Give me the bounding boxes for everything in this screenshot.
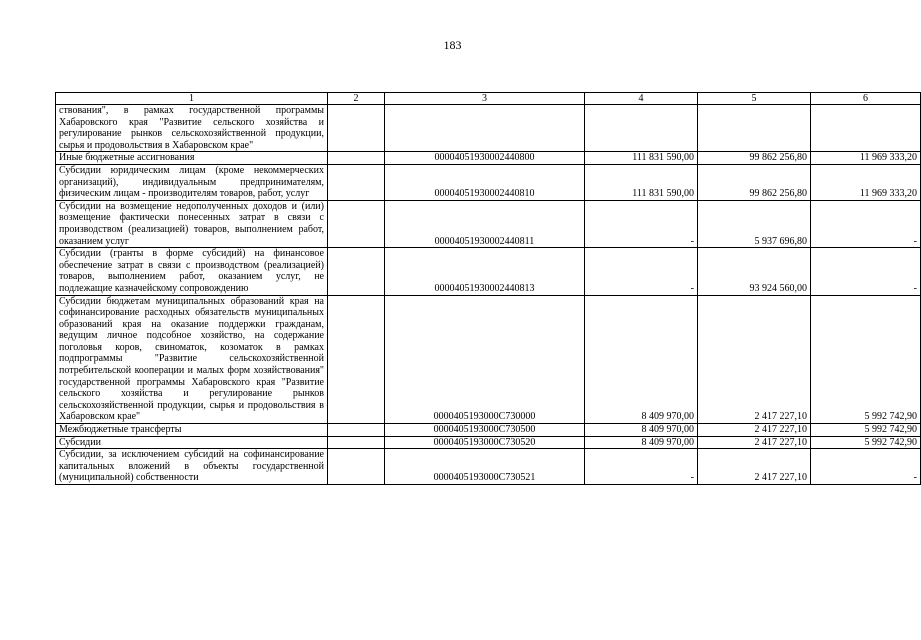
row-col2 <box>328 105 385 152</box>
row-value-5: 99 862 256,80 <box>698 152 811 165</box>
row-value-5: 99 862 256,80 <box>698 164 811 200</box>
column-header-5: 5 <box>698 93 811 105</box>
row-code: 0000405193000С730521 <box>385 449 585 485</box>
table-row <box>56 200 921 247</box>
row-col2 <box>328 295 385 424</box>
row-value-6: 5 992 742,90 <box>811 295 921 424</box>
column-header-3: 3 <box>385 93 585 105</box>
header-row <box>56 93 921 105</box>
row-value-6 <box>811 105 921 152</box>
table-row <box>56 424 921 437</box>
row-value-5: 93 924 560,00 <box>698 248 811 295</box>
row-description: Субсидии бюджетам муниципальных образований края на софинансирование расходных обязательств муниципальных образований края на оказание поддержки гражданам, ведущим личное подсобное хозяйство, на содержание поголовья коров, свиноматок, козоматок в рамках подпрограммы "Развитие сельскохозяйственной потребительской кооперации и малых форм хозяйствования" государственной программы Хабаровского края "Развитие сельского хозяйства и регулирование рынков сельскохозяйственной продукции, сырья и продовольствия в Хабаровском крае" <box>56 295 328 424</box>
column-header-4: 4 <box>585 93 698 105</box>
row-value-6: - <box>811 248 921 295</box>
row-description: Субсидии <box>56 436 328 449</box>
row-code: 00004051930002440800 <box>385 152 585 165</box>
table-row <box>56 105 921 152</box>
row-description: Субсидии юридическим лицам (кроме некоммерческих организаций), индивидуальным предпринимателям, физическим лицам - производителям товаров, работ, услуг <box>56 164 328 200</box>
column-header-2: 2 <box>328 93 385 105</box>
row-value-4: - <box>585 449 698 485</box>
row-value-4: 8 409 970,00 <box>585 295 698 424</box>
column-header-6: 6 <box>811 93 921 105</box>
row-col2 <box>328 164 385 200</box>
row-value-4: - <box>585 200 698 247</box>
row-value-6: 5 992 742,90 <box>811 436 921 449</box>
row-col2 <box>328 449 385 485</box>
row-value-5: 2 417 227,10 <box>698 424 811 437</box>
row-code <box>385 105 585 152</box>
row-description: ствования", в рамках государственной программы Хабаровского края "Развитие сельского хозяйства и регулирование рынков сельскохозяйственной продукции, сырья и продовольствия в Хабаровском крае" <box>56 105 328 152</box>
row-value-4: 8 409 970,00 <box>585 436 698 449</box>
row-code: 0000405193000С730000 <box>385 295 585 424</box>
table-row <box>56 295 921 424</box>
row-value-5: 2 417 227,10 <box>698 295 811 424</box>
table-row <box>56 164 921 200</box>
table-row <box>56 152 921 165</box>
table-row <box>56 449 921 485</box>
row-value-4: 8 409 970,00 <box>585 424 698 437</box>
row-value-5: 2 417 227,10 <box>698 449 811 485</box>
row-value-5: 5 937 696,80 <box>698 200 811 247</box>
row-code: 0000405193000С730520 <box>385 436 585 449</box>
row-description: Субсидии, за исключением субсидий на софинансирование капитальных вложений в объекты государственной (муниципальной) собственности <box>56 449 328 485</box>
row-description: Межбюджетные трансферты <box>56 424 328 437</box>
row-col2 <box>328 200 385 247</box>
row-col2 <box>328 436 385 449</box>
row-description: Субсидии (гранты в форме субсидий) на финансовое обеспечение затрат в связи с производством (реализацией) товаров, выполнением работ, оказанием услуг, не подлежащие казначейскому сопровождению <box>56 248 328 295</box>
row-value-6: - <box>811 449 921 485</box>
row-value-5: 2 417 227,10 <box>698 436 811 449</box>
row-code: 00004051930002440813 <box>385 248 585 295</box>
budget-table <box>55 92 921 485</box>
row-value-4: - <box>585 248 698 295</box>
row-description: Иные бюджетные ассигнования <box>56 152 328 165</box>
page-number: 183 <box>443 38 462 52</box>
column-header-1: 1 <box>56 93 328 105</box>
row-col2 <box>328 152 385 165</box>
row-value-6: - <box>811 200 921 247</box>
row-value-5 <box>698 105 811 152</box>
row-code: 0000405193000С730500 <box>385 424 585 437</box>
row-code: 00004051930002440811 <box>385 200 585 247</box>
row-value-6: 5 992 742,90 <box>811 424 921 437</box>
row-value-4 <box>585 105 698 152</box>
row-value-6: 11 969 333,20 <box>811 164 921 200</box>
row-description: Субсидии на возмещение недополученных доходов и (или) возмещение фактически понесенных затрат в связи с производством (реализацией) товаров, выполнением работ, оказанием услуг <box>56 200 328 247</box>
row-value-4: 111 831 590,00 <box>585 152 698 165</box>
table-row <box>56 436 921 449</box>
table-row <box>56 248 921 295</box>
row-col2 <box>328 424 385 437</box>
row-value-4: 111 831 590,00 <box>585 164 698 200</box>
row-value-6: 11 969 333,20 <box>811 152 921 165</box>
row-code: 00004051930002440810 <box>385 164 585 200</box>
row-col2 <box>328 248 385 295</box>
